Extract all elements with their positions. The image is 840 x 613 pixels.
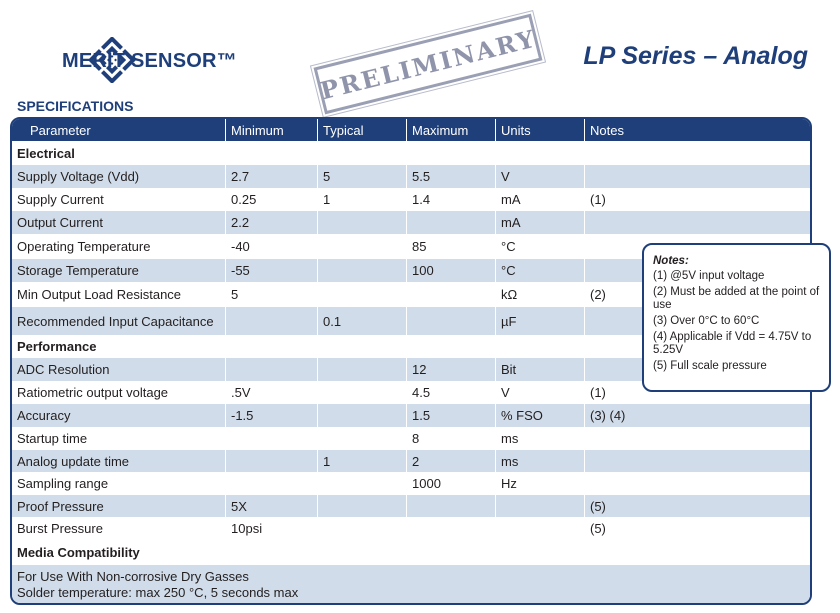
table-row bbox=[12, 472, 810, 495]
table-row bbox=[12, 404, 810, 427]
column-header: Minimum bbox=[226, 119, 318, 141]
section-row bbox=[12, 540, 810, 565]
value-cell: 4.5 bbox=[407, 381, 496, 404]
value-cell: 2.2 bbox=[226, 211, 318, 234]
value-cell bbox=[585, 427, 810, 450]
column-header: Units bbox=[496, 119, 585, 141]
value-cell bbox=[226, 358, 318, 381]
value-cell bbox=[496, 495, 585, 517]
media-line: Solder temperature: max 250 °C, 5 seconds max bbox=[17, 585, 299, 600]
note-item: (3) Over 0°C to 60°C bbox=[653, 315, 760, 327]
note-item: (1) @5V input voltage bbox=[653, 270, 765, 282]
value-cell bbox=[226, 472, 318, 495]
value-cell: mA bbox=[496, 211, 585, 234]
section-row bbox=[12, 141, 810, 165]
value-cell bbox=[318, 259, 407, 282]
value-cell: 85 bbox=[407, 234, 496, 259]
value-cell: 2.7 bbox=[226, 165, 318, 188]
media-line: For Use With Non-corrosive Dry Gasses bbox=[17, 569, 249, 584]
value-cell bbox=[585, 211, 810, 234]
value-cell bbox=[407, 495, 496, 517]
note-item: (5) Full scale pressure bbox=[653, 360, 767, 372]
value-cell: % FSO bbox=[496, 404, 585, 427]
section-title: Media Compatibility bbox=[17, 545, 140, 560]
value-cell: (5) bbox=[590, 521, 606, 536]
value-cell bbox=[585, 165, 810, 188]
parameter-cell: Recommended Input Capacitance bbox=[12, 307, 226, 335]
value-cell bbox=[407, 517, 496, 540]
parameter-cell: Startup time bbox=[12, 427, 226, 450]
parameter-cell: Sampling range bbox=[12, 472, 226, 495]
value-cell bbox=[585, 472, 810, 495]
column-header: Parameter bbox=[12, 119, 226, 141]
table-row bbox=[12, 211, 810, 234]
value-cell: ms bbox=[496, 450, 585, 472]
value-cell: 0.1 bbox=[318, 307, 407, 335]
value-cell: -55 bbox=[226, 259, 318, 282]
document-title: LP Series – Analog bbox=[583, 42, 808, 70]
value-cell: 2 bbox=[407, 450, 496, 472]
media-compatibility-text bbox=[12, 565, 810, 605]
value-cell: °C bbox=[496, 234, 585, 259]
value-cell: (5) bbox=[590, 498, 606, 514]
notes-box bbox=[642, 243, 831, 392]
table-row bbox=[12, 427, 810, 450]
value-cell: Bit bbox=[496, 358, 585, 381]
value-cell: 10psi bbox=[226, 517, 318, 540]
value-cell: V bbox=[496, 381, 585, 404]
value-cell: Hz bbox=[496, 472, 585, 495]
value-cell: 1 bbox=[318, 450, 407, 472]
parameter-cell: Operating Temperature bbox=[12, 234, 226, 259]
value-cell: 1 bbox=[318, 188, 407, 211]
section-title: Electrical bbox=[17, 145, 75, 161]
value-cell: (3) (4) bbox=[590, 408, 626, 423]
value-cell bbox=[318, 211, 407, 234]
value-cell: 100 bbox=[407, 259, 496, 282]
table-row bbox=[12, 495, 810, 517]
notes-title: Notes: bbox=[653, 255, 689, 267]
value-cell: µF bbox=[496, 307, 585, 335]
value-cell bbox=[226, 307, 318, 335]
table-header bbox=[12, 119, 810, 141]
value-cell: 8 bbox=[407, 427, 496, 450]
value-cell bbox=[318, 358, 407, 381]
value-cell: (1) bbox=[590, 192, 606, 207]
value-cell: 5X bbox=[226, 495, 318, 517]
note-item: (2) Must be added at the point of use bbox=[653, 286, 820, 311]
parameter-cell: Proof Pressure bbox=[12, 495, 226, 517]
value-cell bbox=[318, 381, 407, 404]
value-cell: 5.5 bbox=[407, 165, 496, 188]
logo-wordmark: MERIT SENSOR™ bbox=[62, 50, 237, 72]
value-cell: 1.4 bbox=[407, 188, 496, 211]
column-header: Maximum bbox=[407, 119, 496, 141]
value-cell bbox=[318, 517, 407, 540]
value-cell: 5 bbox=[226, 282, 318, 307]
parameter-cell: Analog update time bbox=[12, 450, 226, 472]
value-cell: -1.5 bbox=[226, 404, 318, 427]
table-row bbox=[12, 188, 810, 211]
parameter-cell: Ratiometric output voltage bbox=[12, 381, 226, 404]
value-cell: V bbox=[496, 165, 585, 188]
table-row bbox=[12, 450, 810, 472]
value-cell: -40 bbox=[226, 234, 318, 259]
value-cell: mA bbox=[496, 188, 585, 211]
value-cell bbox=[496, 517, 585, 540]
parameter-cell: Burst Pressure bbox=[12, 517, 226, 540]
value-cell bbox=[318, 427, 407, 450]
value-cell bbox=[318, 234, 407, 259]
section-title: Performance bbox=[17, 339, 97, 354]
parameter-cell: Supply Current bbox=[12, 188, 226, 211]
parameter-cell: ADC Resolution bbox=[12, 358, 226, 381]
value-cell bbox=[226, 427, 318, 450]
value-cell: 5 bbox=[318, 165, 407, 188]
value-cell bbox=[585, 450, 810, 472]
note-item: (4) Applicable if Vdd = 4.75V to 5.25V bbox=[653, 331, 812, 356]
value-cell bbox=[318, 495, 407, 517]
parameter-cell: Storage Temperature bbox=[12, 259, 226, 282]
column-header: Notes bbox=[590, 122, 624, 138]
value-cell bbox=[318, 282, 407, 307]
value-cell: 1.5 bbox=[407, 404, 496, 427]
preliminary-stamp: PRELIMINARY bbox=[314, 14, 543, 115]
parameter-cell: Supply Voltage (Vdd) bbox=[12, 165, 226, 188]
column-header: Typical bbox=[318, 119, 407, 141]
value-cell: 0.25 bbox=[226, 188, 318, 211]
parameter-cell: Output Current bbox=[12, 211, 226, 234]
value-cell: 12 bbox=[407, 358, 496, 381]
value-cell bbox=[407, 307, 496, 335]
table-row bbox=[12, 517, 810, 540]
parameter-cell: Accuracy bbox=[12, 404, 226, 427]
value-cell: (1) bbox=[590, 385, 606, 400]
table-row bbox=[12, 165, 810, 188]
section-heading: SPECIFICATIONS bbox=[17, 98, 134, 114]
value-cell bbox=[226, 450, 318, 472]
value-cell bbox=[318, 404, 407, 427]
value-cell bbox=[407, 211, 496, 234]
value-cell: ms bbox=[496, 427, 585, 450]
value-cell bbox=[318, 472, 407, 495]
parameter-cell: Min Output Load Resistance bbox=[12, 282, 226, 307]
value-cell: kΩ bbox=[496, 282, 585, 307]
value-cell: 1000 bbox=[407, 472, 496, 495]
value-cell: (2) bbox=[590, 287, 606, 302]
value-cell: °C bbox=[496, 259, 585, 282]
value-cell bbox=[407, 282, 496, 307]
value-cell: .5V bbox=[226, 381, 318, 404]
